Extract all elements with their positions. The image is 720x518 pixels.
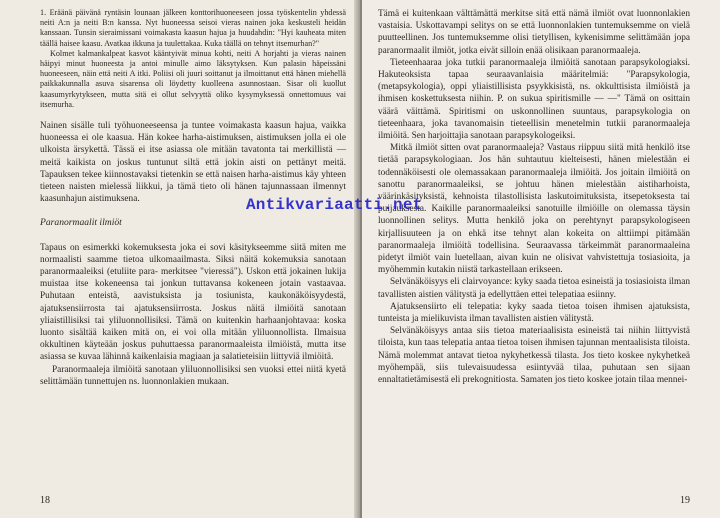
body-paragraph: Mitkä ilmiöt sitten ovat paranormaaleja? Vastaus riippuu siitä mitä henkilö itse tietää parapsykologiaan. Jos hän suhtautuu kielteisesti, hänen mielestään ei todennäköisesti ole olemassakaan paranormaaleja ilmiöitä. Jos joitain ilmiöitä on sanottu paranormaaleiksi, se johtuu hänen mielestään aistiharhoista, väärinkäsityksistä, kehnoista tilastollisista laskutoimituksista, itsepetoksesta tai puijauksesta. Kaikille paranormaaleiksi sanotuille ilmiöille on olemassa täysin luonnollinen selitys. Mutta henkilö joka on perehtynyt parapsykologiseen kirjallisuuteen ja on ehkä itse tehnyt alan kokeita on alttiimpi pitämään paranormaaleja ilmiöitä todellisina. Seuraavassa tärkeimmät paranormaaleina pidetyt ilmiöt vain luetellaan, aivan kuin ne olisivat vahvistettuja tosiasioita, ja myöhemmin kutakin niistä tarkastellaan erikseen.: [378, 143, 690, 276]
body-paragraph: Tapaus on esimerkki kokemuksesta joka ei sovi käsitykseemme siitä miten me normaalisti saamme tietoa ulkomaailmasta. Siksi näitä kokemuksia sanotaan paranormaaleiksi (etuliite para- merkitsee "vieressä"). Uskon että jokainen lukija muistaa itse kokeneensa tai jonkun tuttavansa kokeneen jotain vastaavaa. Puhutaan enteistä, aavistuksista ja tosiunista, kaukonäköisyydestä, ajatuksensiirrosta tai ajatuksensiirrosta. Joskus näitä ilmiöitä sanotaan yliaistillisiksi tai yliluonnollisiksi. Tämä on kuitenkin harhaanjohtavaa: koska luonto sisältää kaiken mitä on, ei voi olla mitään yliluonnollista. Ilmaisua okkultinen käyteään joskus puhuttaessa paranormaaleista ilmiöistä, mutta itse asiassa se kuvaa lähinnä kaikenlaisia magiaan ja salatieteisiin liittyviä ilmiöitä.: [40, 242, 346, 363]
body-paragraph: Nainen sisälle tuli työhuoneeseensa ja tuntee voimakasta kaasun hajua, vaikka huoneessa ei ole kaasua. Hän kokee harha-aistimuksen, aistimuksen jolla ei ole ulkoista ärsykettä. Tässä ei itse asiassa ole mitään tavatonta tai merkillistä — meitä kaikista on joskus tuntunut siltä että jokin aisti on pettänyt meitä. Tapauksen tekee kiinnostavaksi tietenkin se että naisen harha-aistimus käy yhteen tieteen naisten mielessä liikkui, ja tämä tieto oli hänen tajunnassaan ilmennyt kaasunhajun aistimuksena.: [40, 121, 346, 205]
body-paragraph: Tämä ei kuitenkaan välttämättä merkitse sitä että nämä ilmiöt ovat luonnonlakien vastaisia. Uskottavampi selitys on se että luonnonlakien tuntemuksemme on vielä puutteellinen. Jos tuntemuksemme olisi tietyllisen, kykenisimme selittämään jopa paranormaalit ilmiöt, jotka eivät silloin enää olisikaan paranormaaleja.: [378, 9, 690, 56]
right-main-text: [378, 8, 690, 386]
case-report-paragraph: Kolmet kalmankalpeat kasvot kääntyivät minua kohti, neiti A horjahti ja vieras nainen häipyi minut huoneesta ja antoi minulle aimo läksytyksen. Kun palasin häpeissäni huoneeseen, näin että neiti A itki. Poliisi oli juuri soittanut ja ilmoittanut että hänen miehellä paikkakunnalla asuva sisarensa oli löydetty kuolleena asunnostaan. Sisar oli kuollut kaasumyrkytykseen, mutta sitä ei ollut selvyyttä oliko kysymyksessä onnettomuus vai itsemurha.: [40, 48, 346, 109]
body-paragraph: Ajatuksensiirto eli telepatia: kyky saada tietoa toisen ihmisen ajatuksista, tunteista ja mielikuvista ilman tavallisten aistien välitystä.: [378, 301, 690, 325]
section-heading: Paranormaalit ilmiöt: [40, 217, 122, 229]
body-paragraph: Paranormaaleja ilmiöitä sanotaan yliluonnollisiksi sen vuoksi ettei niitä kyetä selittämään tunnettujen ns. luonnonlakien mukaan.: [40, 364, 346, 387]
body-paragraph: Selvänäköisyys eli clairvoyance: kyky saada tietoa esineistä ja tosiasioista ilman tavallisten aistien välitystä ja edellyttäen ettei telepatiaa esiinny.: [378, 277, 690, 300]
left-main-text: [40, 120, 346, 388]
body-paragraph: Tieteenhaaraa joka tutkii paranormaaleja ilmiöitä sanotaan parapsykologiaksi. Hakuteoksista tapaa seuraavanlaisia määritelmiä: "Parapsykologia, (metapsykologia), oppi yliaistillisista psyykkisistä, ns. okkulttisista ilmiöistä ja ihmisen koskettuksesta niihin. P. on sukua spiritismille — —" Tämä on osittain väärä väittämä. Spiritismi on uskonnollinen suuntaus, parapsykologia on tieteenhaara, joka tavanomaisin tieteellisin menetelmin tutkii paranormaaleja ilmiöitä. Sen harjoittajia sanotaan parapsykologeiksi.: [378, 57, 690, 142]
case-report-paragraph: 1. Eräänä päivänä ryntäsin lounaan jälkeen konttorihuoneeseen jossa työskentelin yhdessä neiti A:n ja neiti B:n kanssa. Nyt huoneessa seisoi vieras nainen joka keskusteli heidän kanssaan. Tunsin sieraimissani voimakasta kaasun hajua ja huudahdin: "Hyi kauheata miten täällä haisee kaasu. Avatkaa ikkuna ja tuulettakaa. Kuka täällä on tehnyt itsemurhan?": [40, 8, 346, 48]
page-number-left: 18: [40, 495, 50, 506]
body-paragraph: Selvänäköisyys antaa siis tietoa materiaalisista esineistä tai niihin liittyvistä tiloista, kun taas telepatia antaa tietoa toisen ihmisen tajunnan mentaalisista tiloista. Nämä molemmat antavat tietoa nykyhetkessä tilasta. Jos tieto koskee nykyhetkeä myöhempää, siis tulevaisuudessa esiintyvää tilaa, puhutaan sen sijaan ennaltatietämisestä eli prekognitiosta. Samaten jos tieto koskee jotain tilaa mennei-: [378, 326, 690, 386]
right-page: [362, 0, 720, 518]
watermark-text: Antikvariaatti.net: [246, 196, 423, 214]
page-number-right: 19: [680, 495, 690, 506]
case-report-block: [40, 8, 346, 110]
